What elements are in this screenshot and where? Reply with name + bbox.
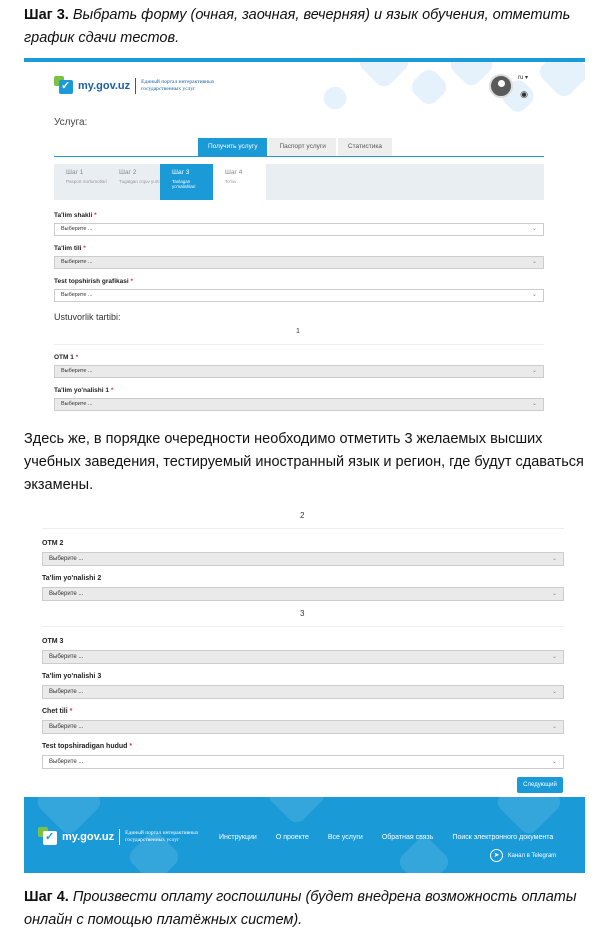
footer-link-document-search[interactable]: Поиск электронного документа <box>452 834 554 841</box>
logo-subtitle: Единый портал интерактивных государственных услуг <box>141 79 215 92</box>
logo-check-icon: ✓ <box>54 76 74 96</box>
wizard-step-2[interactable] <box>107 164 160 200</box>
eye-icon[interactable]: ◉ <box>520 89 528 99</box>
priority-title: Ustuvorlik tartibi: <box>54 312 121 322</box>
step-title: Шаг 3 <box>172 169 190 176</box>
step4-paragraph <box>24 886 584 932</box>
footer-logo-text: my.gov.uz <box>62 831 115 843</box>
talim-tili-label: Ta'lim tili * <box>54 245 86 252</box>
priority-number-2: 2 <box>300 511 305 520</box>
chevron-down-icon: ⌄ <box>531 226 537 232</box>
talim-tili-select[interactable]: Выберите ... ⌄ <box>54 256 544 269</box>
step3-label: Шаг 3. <box>24 7 69 23</box>
telegram-label: Канал в Telegram <box>508 852 557 859</box>
user-avatar[interactable] <box>489 74 513 98</box>
step-title: Шаг 4 <box>225 169 243 176</box>
step-subtitle: To'lov <box>225 179 237 184</box>
language-selector[interactable]: ru ▾ <box>517 75 528 81</box>
otm1-label: OTM 1 * <box>54 354 79 361</box>
tab-service-passport[interactable]: Паспорт услуги <box>269 138 335 156</box>
step-subtitle: Tanlagan yo'nalishlari <box>172 179 196 189</box>
divider <box>54 344 544 345</box>
step3-text: Выбрать форму (очная, заочная, вечерняя) и язык обучения, отметить график сдачи тестов. <box>24 7 571 46</box>
yonalish2-select[interactable]: Выберите ... ⌄ <box>42 587 564 601</box>
yonalish2-label: Ta'lim yo'nalishi 2 <box>42 575 102 582</box>
divider <box>42 528 564 529</box>
otm3-label: OTM 3 <box>42 638 64 645</box>
chevron-down-icon: ⌄ <box>551 759 557 765</box>
hudud-label: Test topshiradigan hudud * <box>42 743 133 750</box>
talim-shakli-label: Ta'lim shakli * <box>54 212 97 219</box>
telegram-link[interactable] <box>490 849 556 862</box>
otm2-select[interactable]: Выберите ... ⌄ <box>42 552 564 566</box>
wizard-steps <box>54 164 544 200</box>
chevron-down-icon: ⌄ <box>551 724 557 730</box>
chevron-down-icon: ⌄ <box>551 591 557 597</box>
hudud-select[interactable]: Выберите ... ⌄ <box>42 755 564 769</box>
tab-statistics[interactable]: Статистика <box>338 138 392 156</box>
chet-tili-label: Chet tili * <box>42 708 73 715</box>
footer-nav <box>219 834 572 841</box>
step-title: Шаг 2 <box>119 169 137 176</box>
otm1-select[interactable]: Выберите ... ⌄ <box>54 365 544 378</box>
chevron-down-icon: ⌄ <box>551 654 557 660</box>
step-subtitle: Pasport ma'lumotlari <box>66 179 107 184</box>
step-subtitle: Tugatgan o'quv yurti <box>119 179 160 184</box>
footer-link-all-services[interactable]: Все услуги <box>327 834 363 841</box>
footer-link-about[interactable]: О проекте <box>275 834 309 841</box>
service-tabs <box>198 138 392 156</box>
yonalish1-select[interactable]: Выберите ... ⌄ <box>54 398 544 411</box>
divider <box>42 626 564 627</box>
portal-screenshot-top <box>24 58 585 418</box>
service-label: Услуга: <box>54 117 88 128</box>
next-button[interactable]: Следующий <box>517 777 563 793</box>
priority-number-3: 3 <box>300 609 305 618</box>
portal-screenshot-bottom <box>24 500 585 790</box>
chevron-down-icon: ⌄ <box>531 292 537 298</box>
yonalish1-label: Ta'lim yo'nalishi 1 * <box>54 387 114 394</box>
wizard-step-1[interactable] <box>54 164 107 200</box>
otm3-select[interactable]: Выберите ... ⌄ <box>42 650 564 664</box>
chevron-down-icon: ⌄ <box>531 259 537 265</box>
tab-get-service[interactable]: Получить услугу <box>198 138 267 156</box>
talim-shakli-select[interactable]: Выберите ... ⌄ <box>54 223 544 236</box>
telegram-icon: ➤ <box>490 849 503 862</box>
middle-paragraph: Здесь же, в порядке очередности необходимо отметить 3 желаемых высших учебных заведения, тестируемый иностранный язык и регион, где будут сдаваться экзамены. <box>24 431 584 493</box>
tab-underline <box>54 156 544 157</box>
otm2-label: OTM 2 <box>42 540 64 547</box>
step4-text: Произвести оплату госпошлины (будет внедрена возможность оплаты онлайн с помощью платёжных систем). <box>24 889 577 928</box>
wizard-step-4[interactable] <box>213 164 266 200</box>
step3-paragraph <box>24 4 584 50</box>
chevron-down-icon: ⌄ <box>531 368 537 374</box>
step4-label: Шаг 4. <box>24 889 69 905</box>
yonalish3-select[interactable]: Выберите ... ⌄ <box>42 685 564 699</box>
logo-check-icon: ✓ <box>38 827 58 847</box>
wizard-step-3[interactable] <box>160 164 213 200</box>
test-grafik-select[interactable]: Выберите ... ⌄ <box>54 289 544 302</box>
portal-logo[interactable] <box>54 76 241 96</box>
chevron-down-icon: ⌄ <box>531 401 537 407</box>
chevron-down-icon: ⌄ <box>551 689 557 695</box>
test-grafik-label: Test topshirish grafikasi * <box>54 278 133 285</box>
yonalish3-label: Ta'lim yo'nalishi 3 <box>42 673 102 680</box>
chevron-down-icon: ⌄ <box>551 556 557 562</box>
step-title: Шаг 1 <box>66 169 84 176</box>
footer-logo-subtitle: Единый портал интерактивных государственных услуг <box>125 830 199 843</box>
footer-logo[interactable] <box>38 827 225 847</box>
priority-number-1: 1 <box>296 328 300 335</box>
footer-link-instructions[interactable]: Инструкции <box>219 834 257 841</box>
logo-text: my.gov.uz <box>78 80 131 92</box>
portal-footer <box>24 797 585 873</box>
chet-tili-select[interactable]: Выберите ... ⌄ <box>42 720 564 734</box>
footer-link-feedback[interactable]: Обратная связь <box>381 834 434 841</box>
